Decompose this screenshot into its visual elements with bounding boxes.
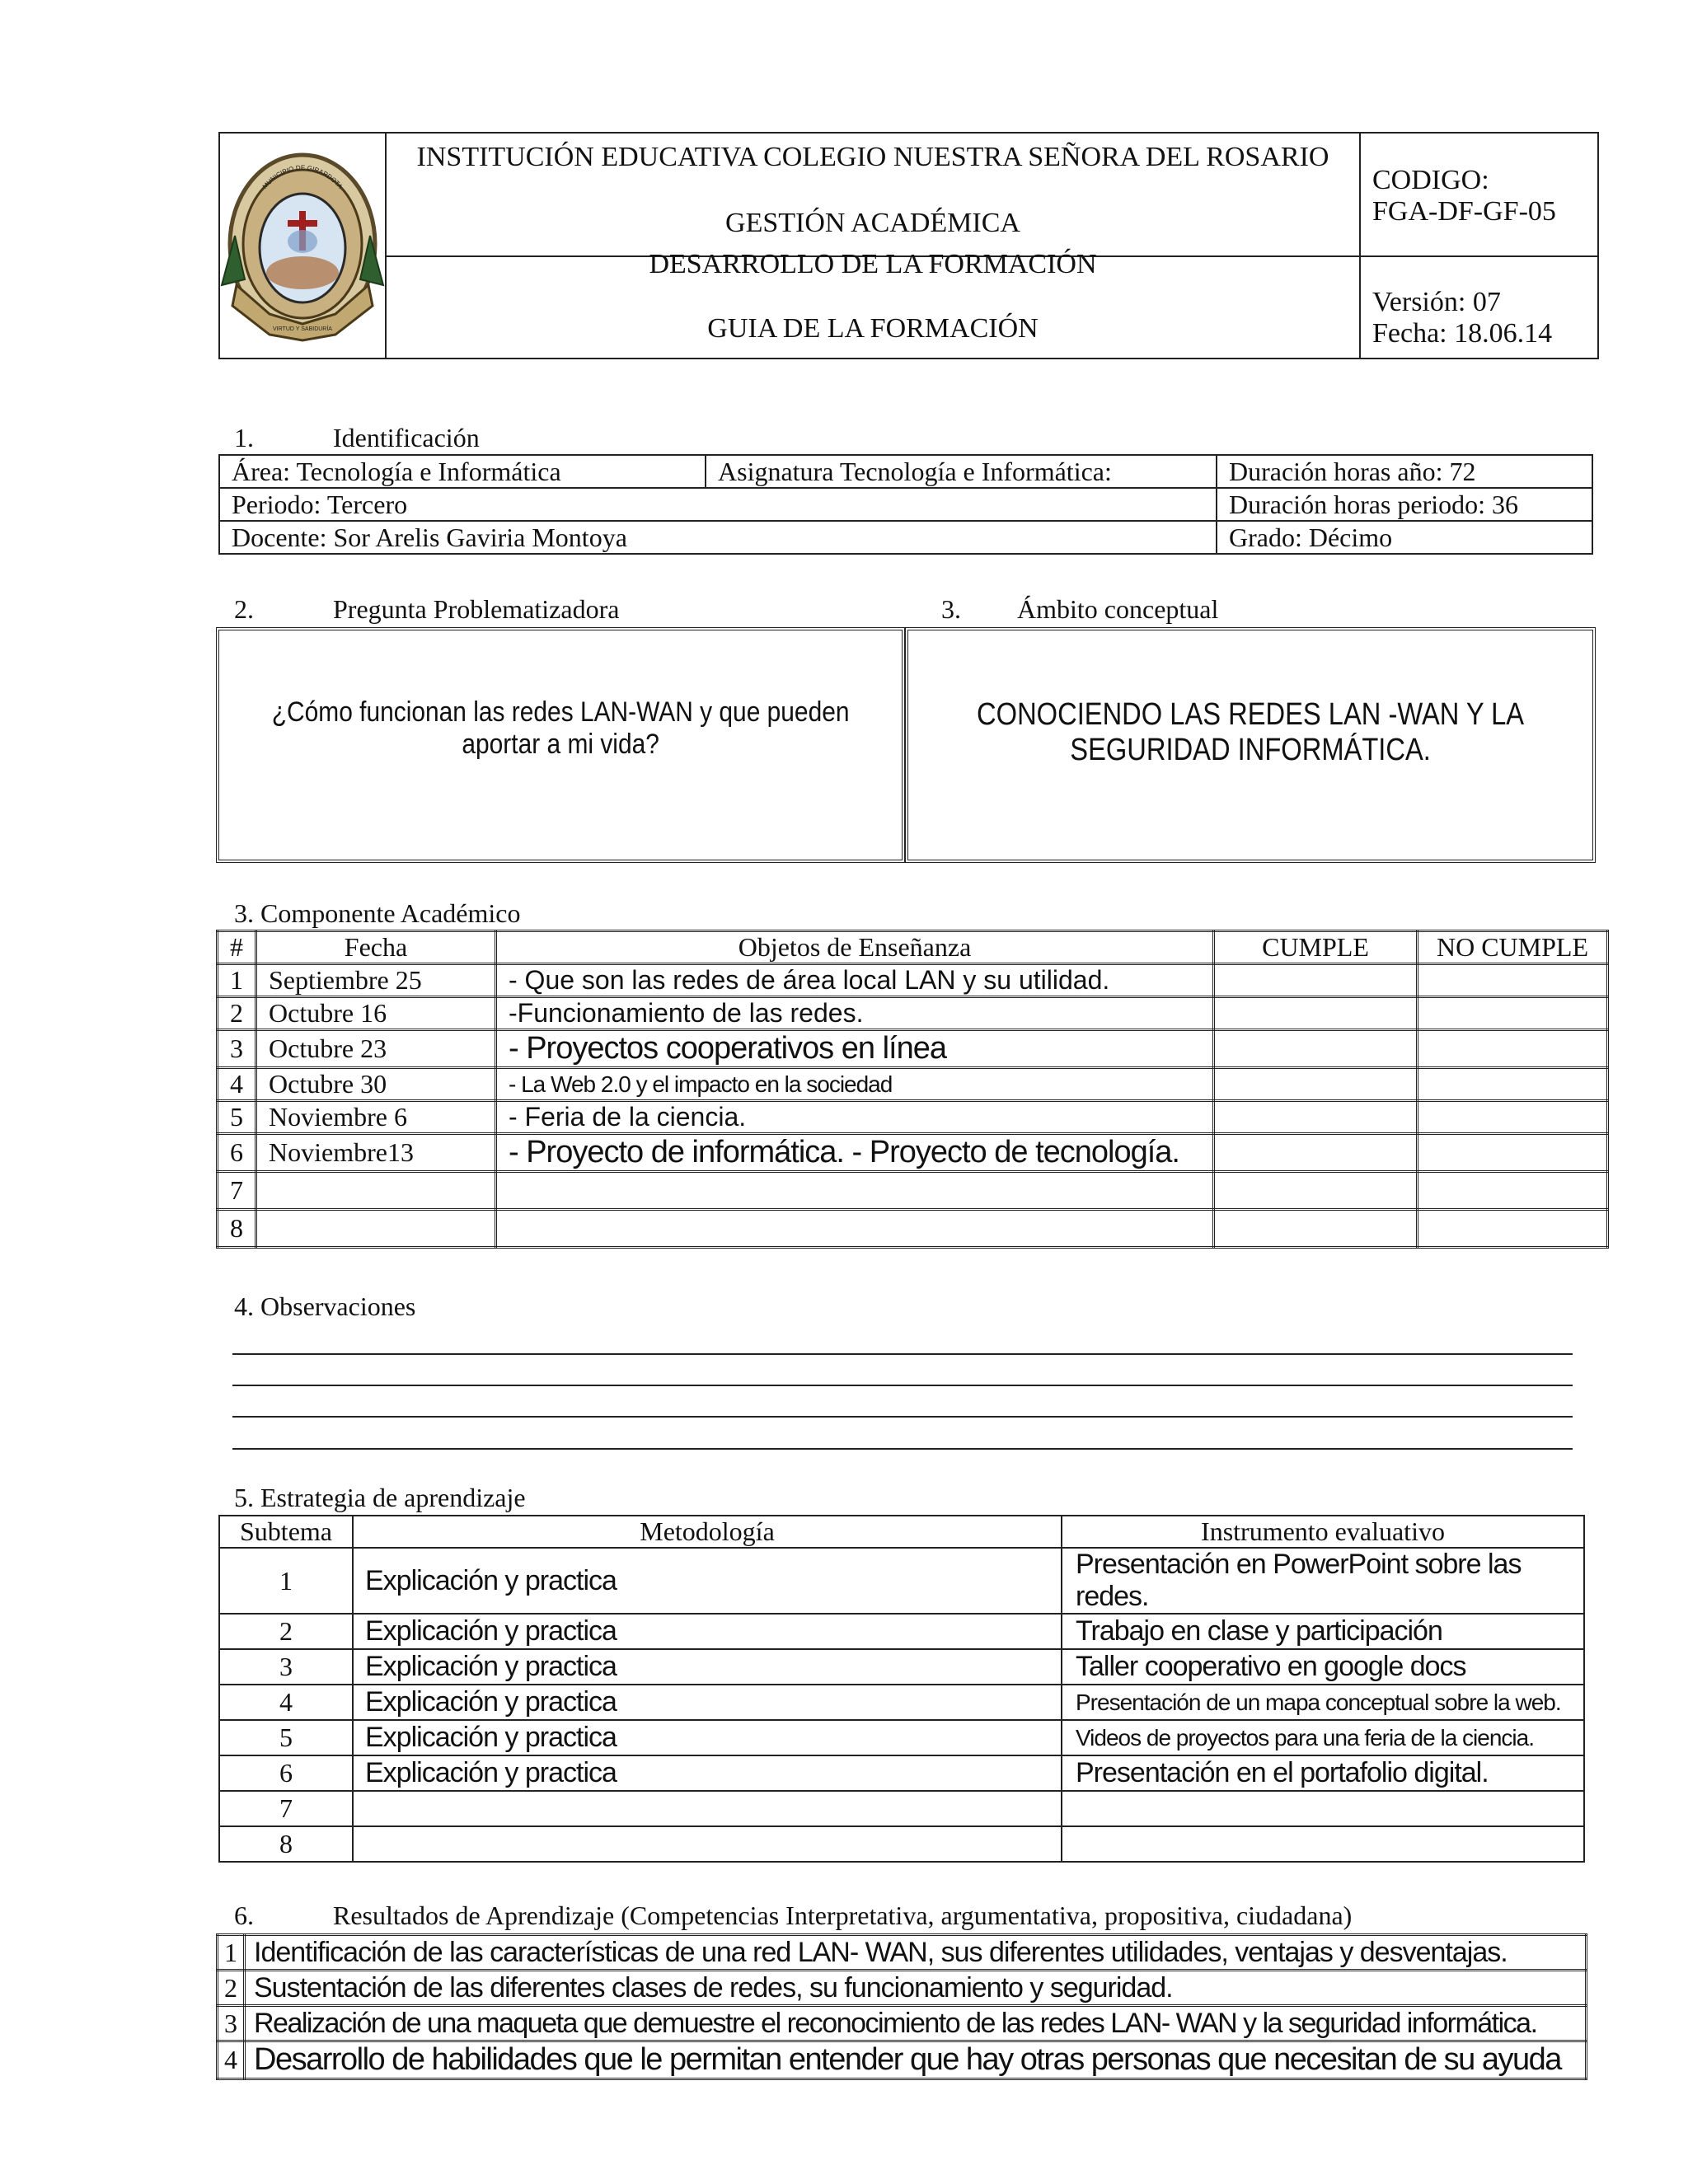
table-row: [219, 1548, 1584, 1614]
col-topic-header: Objetos de Enseñanza: [496, 931, 1214, 964]
row-instrument: Presentación en PowerPoint sobre las redes.: [1062, 1548, 1584, 1614]
row-subtopic: 5: [219, 1720, 353, 1755]
result-number: 4: [218, 2041, 245, 2079]
table-row: [218, 1935, 1587, 1971]
row-number: 6: [218, 1134, 256, 1172]
guide-title: GUIA DE LA FORMACIÓN: [707, 313, 1039, 344]
logo-text-top: MUNICIPIO DE GIRARDOTA: [260, 163, 345, 190]
table-row: [218, 1101, 1608, 1134]
development-title: DESARROLLO DE LA FORMACIÓN: [649, 249, 1097, 279]
results-number: 6.: [234, 1900, 254, 1930]
row-complies-check[interactable]: [1214, 1172, 1418, 1210]
row-subtopic: 6: [219, 1755, 353, 1791]
row-methodology: Explicación y practica: [353, 1649, 1062, 1685]
row-topic: - Proyectos cooperativos en línea: [496, 1030, 1214, 1068]
table-row: [219, 1826, 1584, 1862]
row-date: Octubre 30: [256, 1068, 496, 1101]
col-complies-header: CUMPLE: [1214, 931, 1418, 964]
table-row: [218, 1210, 1608, 1248]
hours-year-cell: Duración horas año: 72: [1217, 455, 1592, 488]
management-title: GESTIÓN ACADÉMICA: [725, 208, 1020, 238]
row-complies-check[interactable]: [1214, 1134, 1418, 1172]
area-cell: Área: Tecnología e Informática: [219, 455, 706, 488]
table-row: [218, 2041, 1587, 2079]
row-instrument: Trabajo en clase y participación: [1062, 1614, 1584, 1649]
row-topic: -Funcionamiento de las redes.: [496, 997, 1214, 1030]
row-subtopic: 8: [219, 1826, 353, 1862]
col-instrument-header: Instrumento evaluativo: [1062, 1516, 1584, 1548]
table-row: [218, 1134, 1608, 1172]
code-label: CODIGO:: [1372, 165, 1489, 195]
row-instrument: [1062, 1791, 1584, 1826]
row-not-complies-check[interactable]: [1418, 1172, 1608, 1210]
row-instrument: [1062, 1826, 1584, 1862]
code-cell: [1360, 133, 1598, 256]
row-number: 2: [218, 997, 256, 1030]
row-not-complies-check[interactable]: [1418, 964, 1608, 997]
row-not-complies-check[interactable]: [1418, 997, 1608, 1030]
row-methodology: Explicación y practica: [353, 1614, 1062, 1649]
teacher-cell: Docente: Sor Arelis Gaviria Montoya: [219, 521, 1217, 554]
row-subtopic: 4: [219, 1685, 353, 1720]
results-heading: Resultados de Aprendizaje (Competencias Interpretativa, argumentativa, propositiva, ciudadana): [333, 1900, 1353, 1930]
row-date: [256, 1210, 496, 1248]
logo-text-bottom: VIRTUD Y SABIDURÍA: [273, 326, 332, 332]
question-heading: Pregunta Problematizadora: [333, 594, 620, 624]
row-number: 7: [218, 1172, 256, 1210]
observation-line[interactable]: [232, 1416, 1573, 1418]
version-label: Versión: 07: [1372, 287, 1501, 317]
row-topic: - Proyecto de informática. - Proyecto de tecnología.: [496, 1134, 1214, 1172]
table-row: [219, 1649, 1584, 1685]
row-complies-check[interactable]: [1214, 964, 1418, 997]
row-topic: [496, 1210, 1214, 1248]
scope-text-line2: SEGURIDAD INFORMÁTICA.: [1070, 733, 1431, 767]
row-date: Noviembre13: [256, 1134, 496, 1172]
row-number: 3: [218, 1030, 256, 1068]
row-complies-check[interactable]: [1214, 1210, 1418, 1248]
hours-period-cell: Duración horas periodo: 36: [1217, 488, 1592, 521]
row-not-complies-check[interactable]: [1418, 1134, 1608, 1172]
table-row: [218, 1068, 1608, 1101]
question-text-line1: ¿Cómo funcionan las redes LAN-WAN y que pueden: [271, 696, 850, 728]
observation-line[interactable]: [232, 1385, 1573, 1386]
grade-cell: Grado: Décimo: [1217, 521, 1592, 554]
scope-text-line1: CONOCIENDO LAS REDES LAN -WAN Y LA: [976, 697, 1525, 732]
table-row: [219, 1791, 1584, 1826]
results-table: [216, 1933, 1587, 2080]
institution-name: INSTITUCIÓN EDUCATIVA COLEGIO NUESTRA SEÑORA DEL ROSARIO: [416, 142, 1329, 172]
row-not-complies-check[interactable]: [1418, 1030, 1608, 1068]
table-row: [219, 1614, 1584, 1649]
row-complies-check[interactable]: [1214, 1030, 1418, 1068]
table-row: [219, 1720, 1584, 1755]
identification-table: [218, 454, 1593, 555]
row-methodology: Explicación y practica: [353, 1548, 1062, 1614]
identification-heading: Identificación: [333, 423, 480, 452]
table-row: [218, 997, 1608, 1030]
row-date: Octubre 16: [256, 997, 496, 1030]
row-methodology: [353, 1826, 1062, 1862]
row-number: 5: [218, 1101, 256, 1134]
row-instrument: Presentación en el portafolio digital.: [1062, 1755, 1584, 1791]
result-text: Desarrollo de habilidades que le permitan entender que hay otras personas que necesitan de su ayuda: [245, 2041, 1587, 2079]
table-row: [218, 1971, 1587, 2006]
row-not-complies-check[interactable]: [1418, 1068, 1608, 1101]
observation-line[interactable]: [232, 1353, 1573, 1355]
school-crest-icon: [220, 141, 385, 347]
school-logo-cell: [219, 133, 386, 359]
row-complies-check[interactable]: [1214, 1068, 1418, 1101]
row-number: 4: [218, 1068, 256, 1101]
table-row: [219, 1685, 1584, 1720]
row-topic: - Que son las redes de área local LAN y su utilidad.: [496, 964, 1214, 997]
result-text: Sustentación de las diferentes clases de redes, su funcionamiento y seguridad.: [245, 1971, 1587, 2006]
row-methodology: [353, 1791, 1062, 1826]
result-number: 1: [218, 1935, 245, 1971]
col-number-header: #: [218, 931, 256, 964]
period-cell: Periodo: Tercero: [219, 488, 1217, 521]
row-subtopic: 3: [219, 1649, 353, 1685]
strategy-table: [218, 1515, 1585, 1863]
result-number: 2: [218, 1971, 245, 2006]
scope-heading: Ámbito conceptual: [1017, 594, 1219, 624]
row-complies-check[interactable]: [1214, 997, 1418, 1030]
header-title-cell: [386, 133, 1360, 256]
col-methodology-header: Metodología: [353, 1516, 1062, 1548]
row-date: [256, 1172, 496, 1210]
result-text: Realización de una maqueta que demuestre el reconocimiento de las redes LAN- WAN y la seguridad informática.: [245, 2006, 1587, 2041]
observations-heading: 4. Observaciones: [234, 1291, 416, 1321]
result-text: Identificación de las características de una red LAN- WAN, sus diferentes utilidades, ventajas y desventajas.: [245, 1935, 1587, 1971]
row-number: 1: [218, 964, 256, 997]
row-instrument: Videos de proyectos para una feria de la ciencia.: [1062, 1720, 1584, 1755]
row-topic: [496, 1172, 1214, 1210]
col-subtopic-header: Subtema: [219, 1516, 353, 1548]
table-row: [218, 1030, 1608, 1068]
row-topic: - Feria de la ciencia.: [496, 1101, 1214, 1134]
identification-number: 1.: [234, 423, 254, 452]
subject-cell: Asignatura Tecnología e Informática:: [706, 455, 1217, 488]
academic-table: [216, 930, 1609, 1249]
code-value: FGA-DF-GF-05: [1372, 196, 1556, 227]
table-row: [218, 1172, 1608, 1210]
strategy-heading: 5. Estrategia de aprendizaje: [234, 1483, 526, 1512]
date-label: Fecha: 18.06.14: [1372, 318, 1553, 349]
col-not-complies-header: NO CUMPLE: [1418, 931, 1608, 964]
row-not-complies-check[interactable]: [1418, 1210, 1608, 1248]
row-subtopic: 1: [219, 1548, 353, 1614]
row-methodology: Explicación y practica: [353, 1685, 1062, 1720]
row-not-complies-check[interactable]: [1418, 1101, 1608, 1134]
header-subtitle-cell: [386, 249, 1360, 359]
row-date: Noviembre 6: [256, 1101, 496, 1134]
row-date: Octubre 23: [256, 1030, 496, 1068]
row-instrument: Taller cooperativo en google docs: [1062, 1649, 1584, 1685]
observation-line[interactable]: [232, 1448, 1573, 1450]
question-text-line2: aportar a mi vida?: [462, 729, 659, 760]
version-cell: [1360, 256, 1598, 359]
col-date-header: Fecha: [256, 931, 496, 964]
row-instrument: Presentación de un mapa conceptual sobre la web.: [1062, 1685, 1584, 1720]
table-row: [219, 1755, 1584, 1791]
row-subtopic: 7: [219, 1791, 353, 1826]
academic-heading: 3. Componente Académico: [234, 898, 521, 928]
row-methodology: Explicación y practica: [353, 1720, 1062, 1755]
scope-number: 3.: [941, 594, 961, 624]
result-number: 3: [218, 2006, 245, 2041]
row-number: 8: [218, 1210, 256, 1248]
row-methodology: Explicación y practica: [353, 1755, 1062, 1791]
scope-box: [905, 627, 1596, 863]
table-row: [218, 2006, 1587, 2041]
question-box: [216, 627, 905, 863]
table-row: [218, 964, 1608, 997]
row-topic: - La Web 2.0 y el impacto en la sociedad: [496, 1068, 1214, 1101]
question-number: 2.: [234, 594, 254, 624]
row-subtopic: 2: [219, 1614, 353, 1649]
row-date: Septiembre 25: [256, 964, 496, 997]
document-header: [218, 132, 1599, 359]
row-complies-check[interactable]: [1214, 1101, 1418, 1134]
